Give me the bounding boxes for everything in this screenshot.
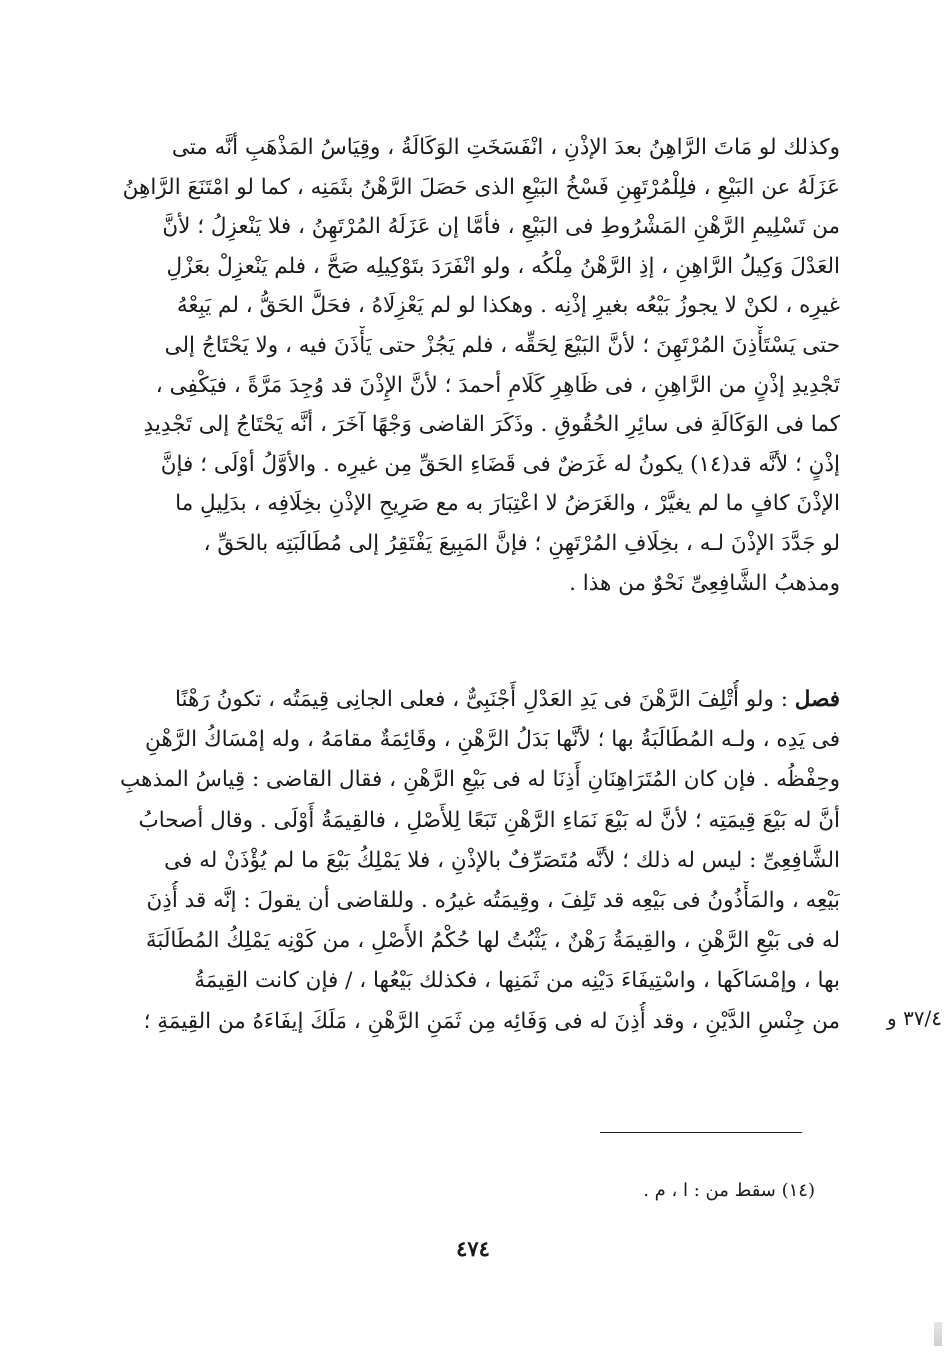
page-number: ٤٧٤ bbox=[456, 1236, 490, 1261]
text-line: غيرِه ، لكنْ لا يجوزُ بَيْعُه بغيرِ إذْنِه . وهكذا لو لم يَعْزِلَاهُ ، فحَلَّ الحَقُّ ، لم يَبِعْهُ bbox=[176, 293, 840, 319]
text-line: ومذهبُ الشَّافِعِىِّ نَحْوٌ من هذا . bbox=[569, 570, 840, 596]
text-line: حتى يَسْتَأْذِنَ المُرْتَهِنَ ؛ لأنَّ البَيْعَ لِحَقِّه ، فلم يَجُزْ حتى يَأْذَنَ فيه ، ولا يَحْتَاجُ إلى bbox=[164, 332, 840, 358]
text-line: العَدْلَ وَكِيلُ الرَّاهِنِ ، إذِ الرَّهْنُ مِلْكُه ، ولو انْفَرَدَ بتَوْكِيلِه صَحَّ ، فلم يَنْعزِلْ بعَزْلِ bbox=[166, 253, 840, 279]
text-line: أنَّ له بَيْعَ قِيمَتِه ؛ لأنَّ له بَيْعَ نَمَاءِ الرَّهْنِ تَبَعًا لِلأَصْلِ ، فالقِيمَةُ أَوْلَى . وقال أصحابُ bbox=[138, 807, 840, 833]
scan-edge-mark bbox=[934, 1322, 942, 1346]
text-line: وحِفْظُه . فإن كان المُتَرَاهِنَانِ أَذِنَا له فى بَيْعِ الرَّهْنِ ، فقال القاضى : قِياسُ المذهبِ bbox=[120, 767, 840, 793]
manuscript-folio-note: ٣٧/٤ و bbox=[887, 1006, 942, 1030]
text-line: من تَسْلِيمِ الرَّهْنِ المَشْرُوطِ فى البَيْعِ ، فأمَّا إن عَزَلَهُ المُرْتَهِنُ ، فلا يَنْعزِلُ ؛ لأنَّ bbox=[162, 214, 840, 240]
text-line: له فى بَيْعِ الرَّهْنِ ، والقِيمَةُ رَهْنٌ ، يَثْبُتُ لها حُكْمُ الأَصْلِ ، من كَوْنِه يَمْلِكُ المُطَالَبَةَ bbox=[145, 928, 840, 954]
text-line: الإذْنَ كافٍ ما لم يغيَّرْ ، والغَرَضُ لا اعْتِبَارَ به مع صَرِيحِ الإذْنِ بخِلَافِه ، بدَلِيلِ ما bbox=[175, 491, 840, 517]
text-line: من جِنْسِ الدَّيْنِ ، وقد أُذِنَ له فى وَفَائِه مِن ثَمَنِ الرَّهْنِ ، مَلَكَ إيفَاءَهُ من القِيمَةِ ؛ bbox=[143, 1008, 840, 1034]
text-line: الشَّافِعِىِّ : ليس له ذلك ؛ لأنَّه مُتَصَرِّفٌ بالإذْنِ ، فلا يَمْلِكُ بَيْعَ ما لم يُؤْذَنْ له فى bbox=[164, 847, 840, 873]
paragraph-2 bbox=[112, 680, 840, 1042]
footnote: (١٤) سقط من : ا ، م . bbox=[643, 1180, 815, 1201]
text-line: تَجْدِيدِ إذْنٍ من الرَّاهِنِ ، فى ظَاهِرِ كَلَامِ أحمدَ ؛ لأنَّ الإِذْنَ قد وُجِدَ مَرَّةً ، فيَكْفِى ، bbox=[155, 372, 840, 398]
footnote-divider bbox=[600, 1132, 802, 1133]
text-line: كما فى الوَكَالَةِ فى سائِرِ الحُقُوقِ . وذَكَرَ القاضى وَجْهًا آخَرَ ، أنَّه يَحْتَاجُ إلى تَجْدِيدِ bbox=[143, 412, 840, 438]
text-line bbox=[112, 680, 840, 720]
text-line: عَزَلَهُ عن البَيْعِ ، فلِلْمُرْتَهِنِ فَسْخُ البَيْعِ الذى حَصَلَ الرَّهْنُ بثَمَنِه ، كما لو امْتَنَعَ الرَّاهِنُ bbox=[122, 174, 840, 200]
paragraph-1 bbox=[112, 128, 840, 603]
text-line: فى يَدِه ، ولـه المُطَالَبَةُ بها ؛ لأنَّها بَدَلُ الرَّهْنِ ، وقَائِمَةٌ مقامَهُ ، وله إمْسَاكُ الرَّهْنِ bbox=[145, 727, 840, 753]
text-line: إذْنٍ ؛ لأنَّه قد(١٤) يكونُ له غَرَضٌ فى قَضَاءِ الحَقِّ مِن غيرِه . والأوَّلُ أوْلَى ؛ فإنَّ bbox=[160, 451, 840, 477]
text-line: لو جَدَّدَ الإذْنَ لـه ، بخِلَافِ المُرْتَهِنِ ؛ فإنَّ المَبِيعَ يَفْتَقِرُ إلى مُطَالَبَتِه بالحَقِّ ، bbox=[203, 530, 840, 556]
text-line: بها ، وإمْسَاكَها ، واسْتِيفَاءَ دَيْنِه من ثَمَنِها ، فكذلك بَيْعُها ، / فإن كانت القِيمَةُ bbox=[194, 968, 840, 994]
text-line: وكذلك لو مَاتَ الرَّاهِنُ بعدَ الإذْنِ ، انْفَسَخَتِ الوَكَالَةُ ، وقِيَاسُ المَذْهَبِ أنَّه متى bbox=[171, 135, 840, 160]
section-heading: فصل bbox=[794, 687, 840, 712]
text-line: بَيْعِه ، والمَأْذُونُ فى بَيْعِه قد تَلِفَ ، وقِيمَتُه غيرُه . وللقاضى أن يقولَ : إنَّه قد أُذِنَ bbox=[146, 888, 840, 914]
section-opening-text: : ولو أُتْلِفَ الرَّهْنَ فى يَدِ العَدْلِ أَجْنَبِىٌّ ، فعلى الجانِى قِيمَتُه ، تكونُ رَهْنًا bbox=[174, 687, 795, 712]
